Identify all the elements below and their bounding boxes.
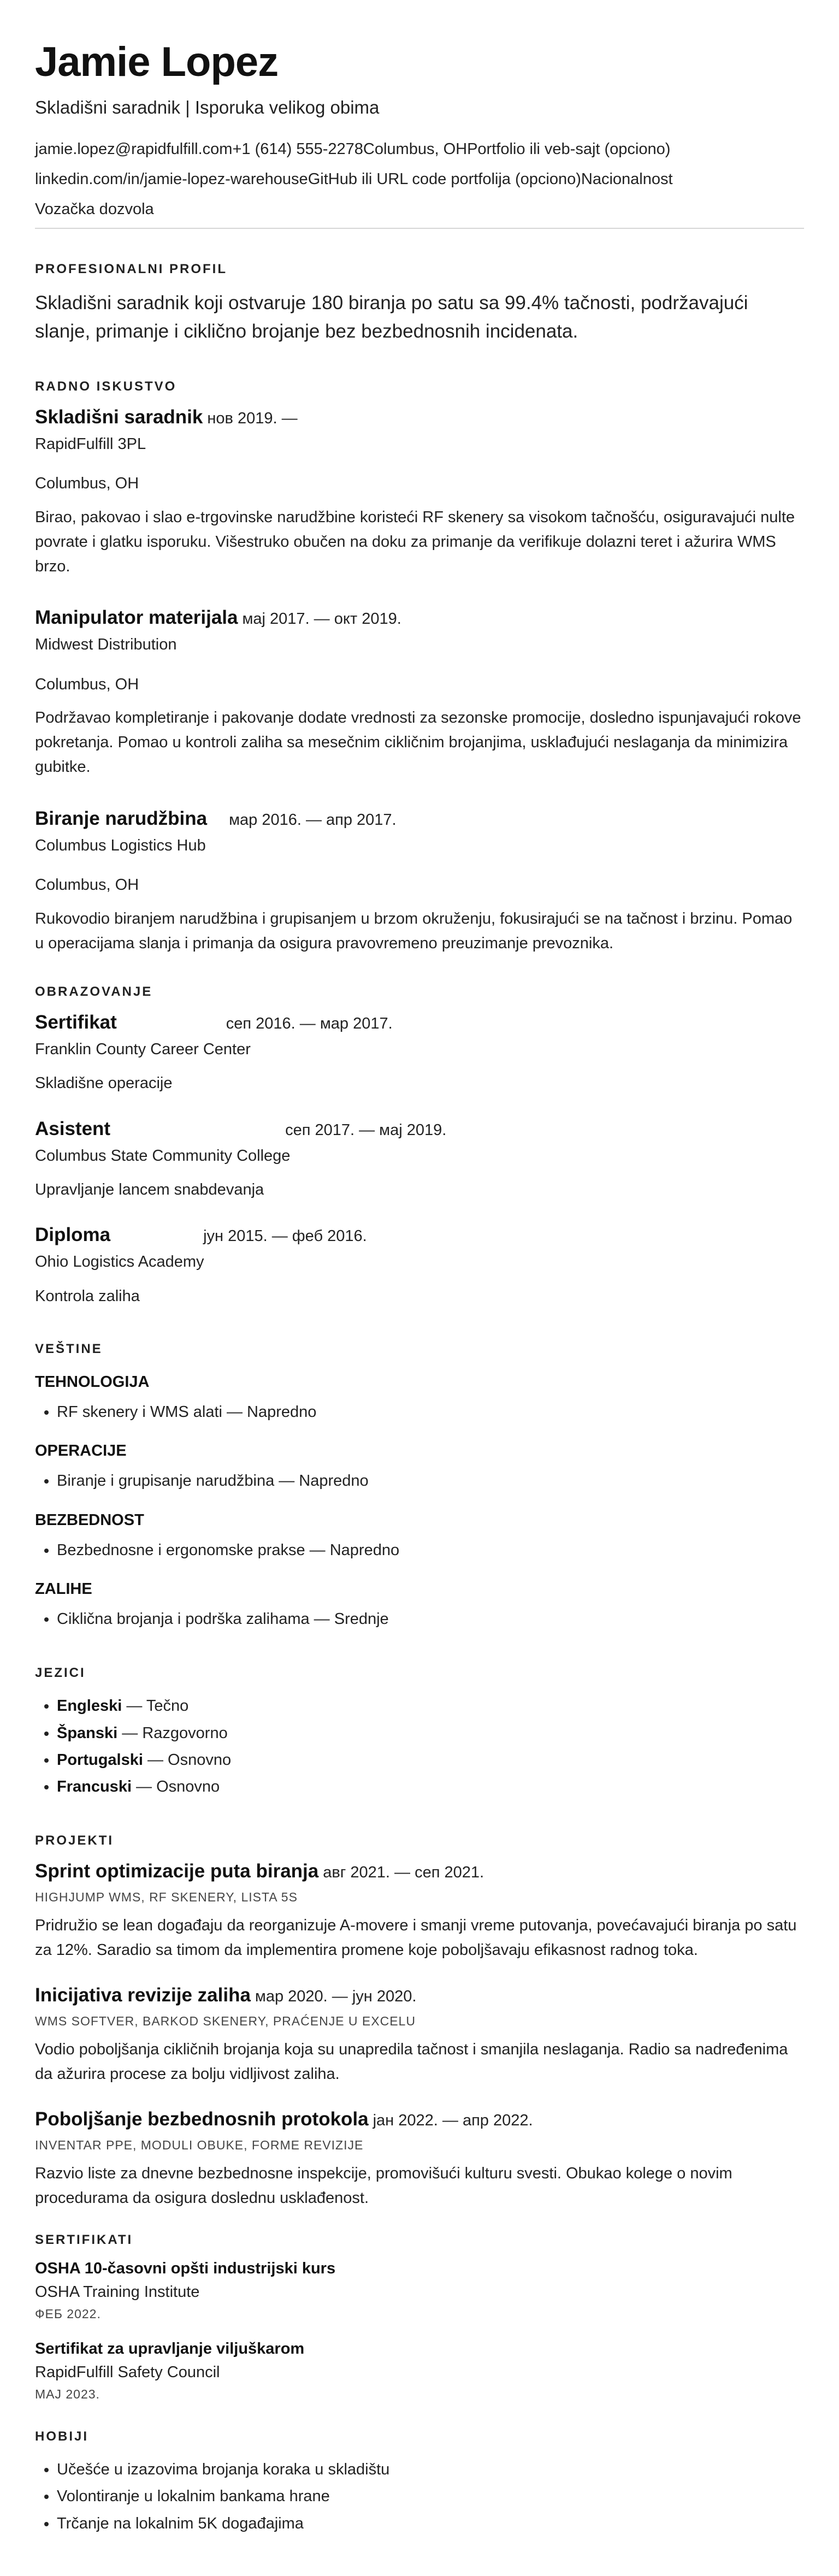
contact-row-1 [35,134,804,164]
experience-dates: нов 2019. — [207,409,298,427]
experience-description: Birao, pakovao i slao e-trgovinske narudžbine koristeći RF skenery sa visokom tačnošću, osiguravajući nulte povrate i glatku isporuku. Višestruko obučen na doku za primanje da verifikuje dolazni teret i ažurira WMS brzo. [35,508,795,575]
project-description: Razvio liste za dnevne bezbednosne inspekcije, promovišući kulturu svesti. Obukao kolege o novim procedurama da osigura doslednu usklađenost. [35,2165,732,2207]
project-dates: авг 2021. — сеп 2021. [323,1864,485,1882]
certificate-name: Sertifikat za upravljanje viljuškarom [35,2340,305,2358]
education-degree: Diploma [35,1224,111,1246]
education-section [35,984,804,1309]
experience-description: Rukovodio biranjem narudžbina i grupisanjem u brzom okruženju, fokusirajući se na tačnost i brzinu. Pomao u operacijama slanja i primanja da osigura pravovremeno preuzimanje prevoznika. [35,909,793,952]
hobbies-section [35,2429,804,2537]
education-field: Upravljanje lancem snabdevanja [35,1180,264,1198]
experience-role: Skladišni saradnik [35,406,203,428]
experience-entry [35,808,804,956]
project-entry [35,2108,804,2211]
contact-row-3 [35,194,804,224]
project-description: Pridružio se lean događaju da reorganizuje A-movere i smanji vreme putovanja, povećavajući biranja po satu za 12%. Saradio sa timom da implementira promene koje poboljšavaju efikasnost radnog toka. [35,1917,797,1959]
section-title-experience: RADNO ISKUSTVO [35,379,177,394]
education-dates: сеп 2016. — мар 2017. [226,1014,393,1032]
skill-item: • RF skenery i WMS alati — Napredno [57,1399,804,1426]
candidate-headline: Skladišni saradnik | Isporuka velikog obima [35,97,380,117]
languages-section [35,1665,804,1800]
project-entry-head [35,2108,804,2130]
section-title-languages: JEZICI [35,1665,86,1681]
contact-linkedin[interactable]: linkedin.com/in/jamie-lopez-warehouse [35,170,308,188]
experience-role: Manipulator materijala [35,607,238,629]
experience-entry-head [35,808,804,830]
certificate-entry [35,2260,804,2321]
skill-list [35,1399,804,1426]
project-dates: јан 2022. — апр 2022. [373,2112,533,2130]
language-item [57,1693,804,1720]
contact-drivers-license: Vozačka dozvola [35,200,154,218]
skill-list [35,1537,804,1564]
skill-item: • Ciklična brojanja i podrška zalihama — Srednje [57,1606,804,1633]
contact-github[interactable]: GitHub ili URL code portfolija (opciono) [308,170,581,188]
skill-category: OPERACIJE [35,1442,127,1460]
hobby-item: • Volontiranje u lokalnim bankama hrane [57,2483,804,2510]
skill-category: ZALIHE [35,1580,92,1598]
education-school: Franklin County Career Center [35,1040,251,1058]
education-field: Kontrola zaliha [35,1287,140,1305]
section-title-profile: PROFESIONALNI PROFIL [35,261,228,276]
experience-section [35,379,804,956]
language-list [35,1693,804,1800]
profile-section [35,262,804,346]
language-level: — Osnovno [132,1778,220,1796]
section-title-hobbies: HOBIJI [35,2429,89,2444]
language-item [57,1747,804,1774]
contact-email[interactable]: jamie.lopez@rapidfulfill.com [35,140,233,158]
education-entry-head [35,1118,804,1140]
certificates-section [35,2232,804,2402]
experience-location: Columbus, OH [35,475,139,493]
contact-nationality: Nacionalnost [581,170,673,188]
education-entry [35,1012,804,1096]
skill-list [35,1606,804,1633]
hobby-list [35,2456,804,2537]
project-name: Inicijativa revizije zaliha [35,1984,251,2006]
project-entry [35,1984,804,2087]
language-level: — Tečno [122,1697,189,1715]
education-degree: Asistent [35,1118,111,1139]
contact-row-2 [35,164,804,194]
certificate-issuer: RapidFulfill Safety Council [35,2364,220,2382]
project-entry [35,1860,804,1963]
experience-entry [35,607,804,779]
certificate-name: OSHA 10-časovni opšti industrijski kurs [35,2260,336,2278]
language-name: Španski [57,1724,118,1742]
contact-portfolio[interactable]: Portfolio ili veb-sajt (opciono) [467,140,671,158]
experience-dates: мај 2017. — окт 2019. [242,610,401,628]
experience-company: RapidFulfill 3PL [35,435,146,453]
skill-category: TEHNOLOGIJA [35,1373,150,1391]
experience-entry-head [35,406,804,428]
contact-phone[interactable]: +1 (614) 555-2278 [232,140,363,158]
language-item [57,1720,804,1747]
contact-block [35,134,804,224]
certificate-date: МАЈ 2023. [35,2387,100,2402]
education-entry [35,1118,804,1203]
section-title-skills: VEŠTINE [35,1342,103,1357]
section-title-education: OBRAZOVANJE [35,984,153,999]
project-name: Poboljšanje bezbednosnih protokola [35,2108,369,2130]
certificate-issuer: OSHA Training Institute [35,2283,200,2301]
hobby-item: • Učešće u izazovima brojanja koraka u skladištu [57,2456,804,2483]
contact-location: Columbus, OH [363,140,468,158]
certificate-date: ФЕБ 2022. [35,2307,101,2321]
resume-header [35,39,804,229]
hobby-item: • Trčanje na lokalnim 5K događajima [57,2510,804,2537]
project-entry-head [35,1984,804,2006]
project-tags: HIGHJUMP WMS, RF SKENERY, LISTA 5S [35,1890,298,1905]
language-name: Engleski [57,1697,122,1715]
education-field: Skladišne operacije [35,1074,173,1092]
experience-role: Biranje narudžbina [35,808,208,830]
language-level: — Osnovno [143,1751,232,1769]
certificate-entry [35,2340,804,2402]
education-school: Ohio Logistics Academy [35,1253,204,1271]
skill-category: BEZBEDNOST [35,1511,144,1529]
language-name: Francuski [57,1778,132,1796]
profile-summary: Skladišni saradnik koji ostvaruje 180 biranja po satu sa 99.4% tačnosti, podržavajući slanje, primanje i ciklično brojanje bez bezbednosnih incidenata. [35,292,748,342]
experience-entry [35,406,804,579]
education-entry [35,1224,804,1309]
project-tags: INVENTAR PPE, MODULI OBUKE, FORME REVIZIJE [35,2138,364,2153]
skill-list [35,1468,804,1494]
candidate-name: Jamie Lopez [35,39,279,85]
experience-location: Columbus, OH [35,876,139,894]
project-entry-head [35,1860,804,1882]
experience-dates: мар 2016. — апр 2017. [229,811,397,829]
experience-entry-head [35,607,804,629]
experience-company: Midwest Distribution [35,636,177,654]
experience-description: Podržavao kompletiranje i pakovanje dodate vrednosti za sezonske promocije, dosledno ispunjavajući rokove pokretanja. Pomao u kontroli zaliha sa mesečnim cikličnim brojanjima, usklađujući neslaganja da minimizira gubitke. [35,709,801,776]
project-description: Vodio poboljšanja cikličnih brojanja koja su unapredila tačnost i smanjila neslaganja. Radio sa nadređenima da ažurira procese za bolju vidljivost zaliha. [35,2041,788,2083]
section-title-certificates: SERTIFIKATI [35,2232,133,2248]
education-entry-head [35,1224,804,1246]
language-item [57,1774,804,1800]
education-school: Columbus State Community College [35,1147,291,1165]
skill-item: • Bezbednosne i ergonomske prakse — Napredno [57,1537,804,1564]
experience-company: Columbus Logistics Hub [35,837,206,855]
skill-item: • Biranje i grupisanje narudžbina — Napredno [57,1468,804,1494]
header-divider [35,228,804,229]
projects-section [35,1833,804,2211]
project-tags: WMS SOFTVER, BARKOD SKENERY, PRAĆENJE U EXCELU [35,2014,416,2029]
education-entry-head [35,1012,804,1033]
skills-section [35,1342,804,1633]
education-dates: јун 2015. — феб 2016. [203,1227,367,1245]
education-degree: Sertifikat [35,1011,117,1033]
section-title-projects: PROJEKTI [35,1833,114,1848]
project-dates: мар 2020. — јун 2020. [255,1988,417,2006]
project-name: Sprint optimizacije puta biranja [35,1860,319,1882]
experience-location: Columbus, OH [35,675,139,693]
education-dates: сеп 2017. — мај 2019. [285,1121,447,1139]
language-name: Portugalski [57,1751,143,1769]
language-level: — Razgovorno [117,1724,228,1742]
